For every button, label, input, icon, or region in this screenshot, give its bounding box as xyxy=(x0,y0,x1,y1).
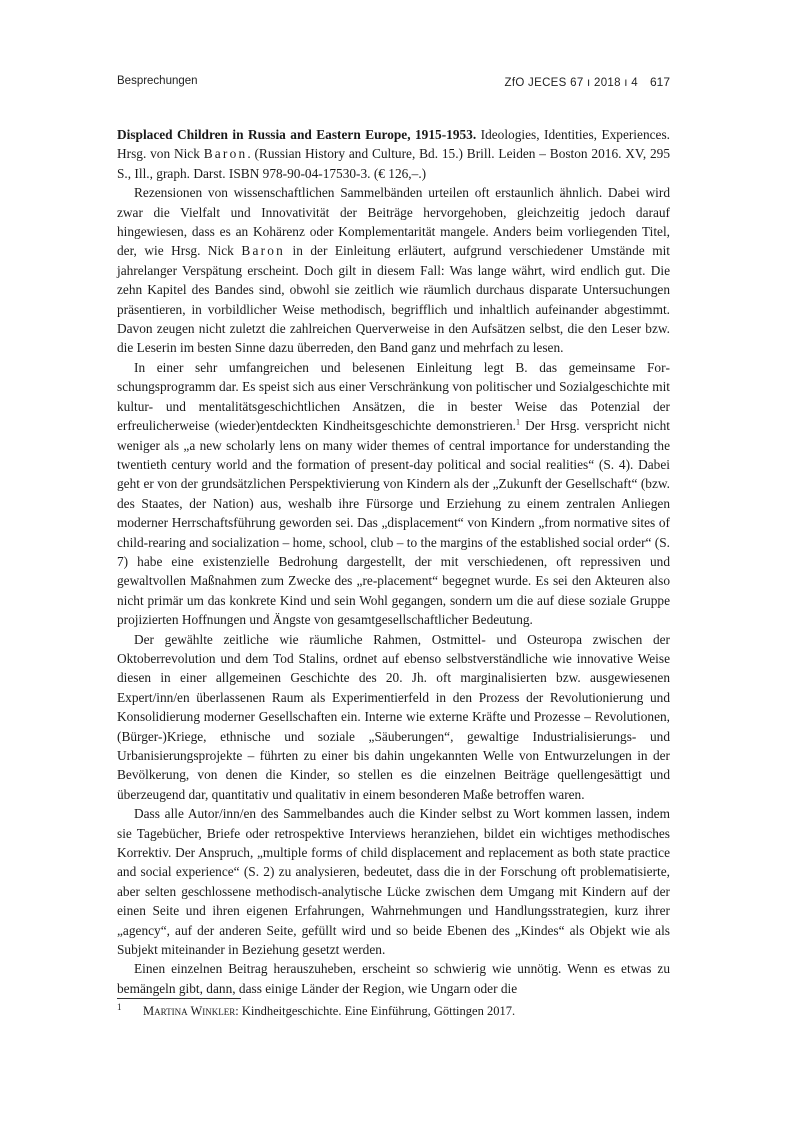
page-number: 617 xyxy=(649,75,670,89)
footnote-divider xyxy=(117,998,241,999)
footnote-author: Martina Winkler xyxy=(143,1004,236,1018)
journal-info xyxy=(505,75,671,89)
editor-name: Baron xyxy=(203,146,248,162)
editor-name-inline: Baron xyxy=(241,243,285,259)
book-subtitle: Ideologies, Identities, Experiences. Hrsg. von Nick xyxy=(117,127,670,162)
footnote: 1 Martina Winkler: Kindheitgeschichte. Eine Einführung, Göttingen 2017. xyxy=(117,1001,516,1018)
footnote-ref[interactable]: 1 xyxy=(515,417,520,427)
journal-name: ZfO JECES 67 ı 2018 ı 4 xyxy=(504,77,638,89)
book-title: Displaced Children in Russia and Eastern Europe, 1915-1953. xyxy=(117,127,477,142)
paragraph-1 xyxy=(117,183,670,358)
paragraph-3: Der gewählte zeitliche wie räumliche Rahmen, Ostmittel- und Osteuropa zwischen der Oktoberrevolution und dem Tod Stalins, ordnet auf ebenso selbstverständliche wie innovative Weise diesen in einer allgemeinen Geschichte des 20. Jh. oft marginalisierten bzw. ausgewiesenen Expert/inn/en überlassenen Raum als Experimentierfeld in den Prozess der Revolutionierung und Konsolidierung moderner Gesellschaften ein. Interne wie externe Kräfte und Prozesse – Revolutionen, (Bürger-)Kriege, ethnische und soziale „Säuberungen“, gewaltige Industrialisierungs- und Urbanisierungsprojekte – führten zu einer bis dahin ungekannten Welle von Entwurzelungen in der Bevölkerung, von denen die Kinder, so stellen es die einzelnen Beiträge quellengesättigt und überzeugend dar, quantitativ und qualitativ in einem besonderen Maße betroffen waren. xyxy=(117,631,670,802)
footnote-text: : Kindheitgeschichte. Eine Einführung, Göttingen 2017. xyxy=(235,1004,516,1018)
review-body xyxy=(117,125,670,998)
paragraph-2-text: In einer sehr umfangreichen und belesenen Einleitung legt B. das gemeinsame Forschungsprogramm dar. Es speist sich aus einer Verschränkung von politischer und Sozialgeschichte mit kultur- und mentalitätsgeschichtlichen Ansätzen, die in bester Weise das Potenzial der erfreulicherweise (wieder)entdeckten Kindheitsgeschichte demonstrieren. xyxy=(117,359,670,434)
paragraph-1-rest: in der Einleitung erläutert, aufgrund verschiedener Umstände mit jahrelanger Verspätung erscheint. Doch gilt in diesem Fall: Was lange währt, wird endlich gut. Die zehn Kapitel des Bandes sind, obwohl sie zeitlich wie räumlich durchaus disparate Untersuchungen präsentieren, in vorbildlicher Weise methodisch, begrifflich und inhaltlich aufeinander abgestimmt. Davon zeugen nicht zuletzt die zahlreichen Querverweise in den Aufsätzen selbst, die den Leser bzw. die Leserin im besten Sinne dazu überreden, den Band ganz und mehrfach zu lesen. xyxy=(117,243,670,356)
paragraph-5: Einen einzelnen Beitrag herauszuheben, erscheint so schwierig wie unnötig. Wenn es etwas zu bemängeln gibt, dann, dass einige Länder der Region, wie Ungarn oder die xyxy=(117,961,670,996)
paragraph-4: Dass alle Autor/inn/en des Sammelbandes auch die Kinder selbst zu Wort kommen lassen, indem sie Tagebücher, Briefe oder retrospektive Interviews heranziehen, bildet ein wichtiges methodisches Korrektiv. Der Anspruch, „multiple forms of child displacement and replacement as both state practice and social experience“ (S. 2) zu analysieren, bedeutet, dass die in der Forschung oft problematisierte, aber selten geschlossene methodisch-analytische Lücke zwischen dem Umgang mit Kindern auf der einen Seite und ihren eigenen Erfahrungen, Wahrnehmungen und Handlungsstrategien, kurz ihrer „agency“, auf der anderen Seite, gefüllt wird und so beide Ebenen des „Kindes“ als Objekt wie als Subjekt miteinander in Beziehung gesetzt werden. xyxy=(117,806,670,958)
paragraph-2 xyxy=(117,358,670,630)
section-title: Besprechungen xyxy=(117,75,198,87)
book-details: . (Russian History and Culture, Bd. 15.) Brill. Leiden – Boston 2016. XV, 295 S., Ill., graph. Darst. ISBN 978-90-04-17530-3. (€ 126,–.) xyxy=(117,146,670,181)
paragraph-2-rest: Der Hrsg. verspricht nicht weniger als „a new scholarly lens on many wider themes of central importance for understanding the twentieth century world and the formation of present-day political and social realities“ (S. 4). Dabei geht er von der grundsätzlichen Perspektivierung von Kindern als der „Zukunft der Gesellschaft“ (bzw. des Staates, der Nation) aus, weshalb ihre Fürsorge und Erziehung zu einem zentralen Anliegen moderner Herrschaftsführung geworden sei. Das „displacement“ von Kindern „from normative sites of child-rearing and socialization – home, school, club – to the margins of the established social order“ (S. 7) habe eine existenzielle Bedrohung dargestellt, der mit verschiedenen, oft repressiven und gewaltvollen Maßnahmen zum Zwecke des „re-placement“ begegnet wurde. Es sei den Akteuren also nicht primär um das konkrete Kind und sein Wohl gegangen, sondern um die auf diese soziale Gruppe projizierten Hoffnungen und Ängste von gesamtgesellschaftlicher Bedeutung. xyxy=(117,418,670,628)
paragraph-1-text: Rezensionen von wissenschaftlichen Sammelbänden urteilen oft erstaunlich ähnlich. Dabei wird zwar die Vielfalt und Innovativität der Beiträge hervorgehoben, gleichzeitig jedoch darauf hingewiesen, dass es an Kohärenz oder Komplementarität mangele. Anders beim vorliegenden Titel, der, wie Hrsg. Nick xyxy=(117,185,670,259)
bibliographic-entry xyxy=(117,125,670,183)
